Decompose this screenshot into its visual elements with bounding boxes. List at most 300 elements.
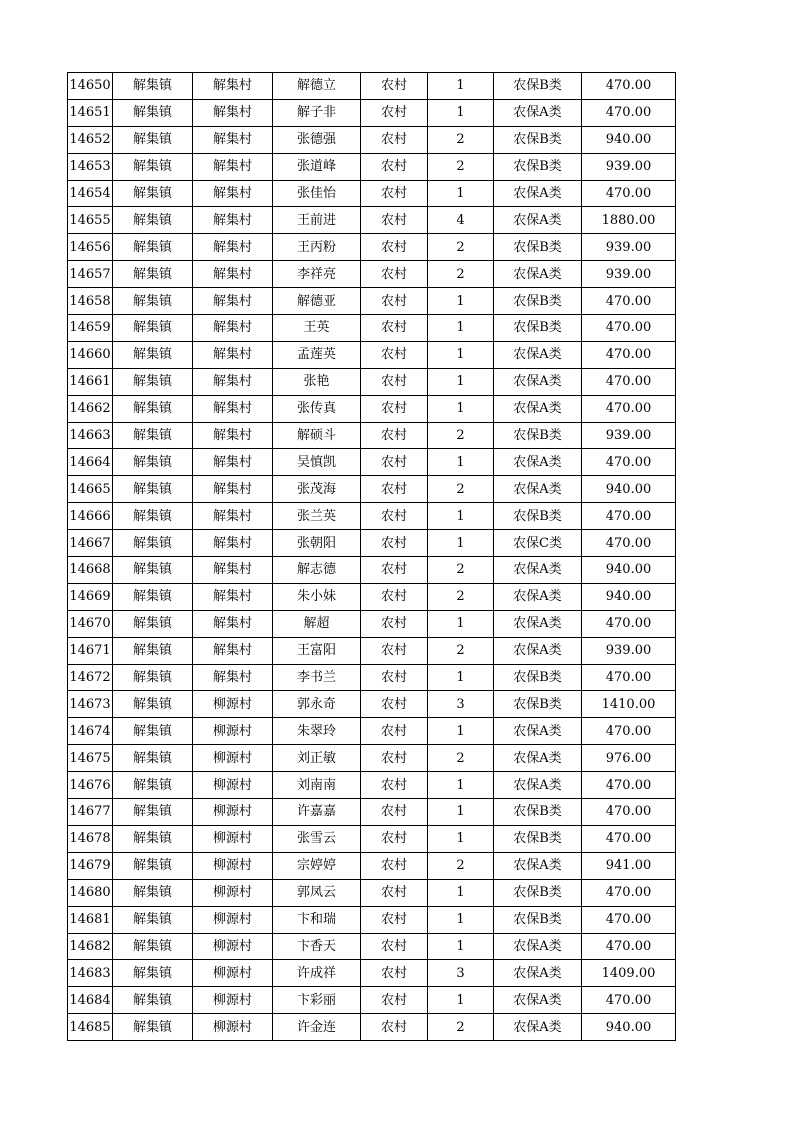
table-row: [68, 745, 676, 772]
row-id-cell: 14677: [68, 799, 113, 826]
town-cell: 解集镇: [113, 691, 193, 718]
village-cell: 解集村: [193, 637, 273, 664]
table-row: [68, 637, 676, 664]
town-cell: 解集镇: [113, 449, 193, 476]
town-cell: 解集镇: [113, 583, 193, 610]
amount-cell: 470.00: [582, 368, 676, 395]
name-cell: 吴慎凯: [273, 449, 361, 476]
category-cell: 农保A类: [494, 637, 582, 664]
row-id-cell: 14685: [68, 1014, 113, 1041]
amount-cell: 470.00: [582, 180, 676, 207]
category-cell: 农保B类: [494, 234, 582, 261]
area-type-cell: 农村: [361, 261, 428, 288]
town-cell: 解集镇: [113, 288, 193, 315]
name-cell: 许嘉嘉: [273, 799, 361, 826]
table-row: [68, 153, 676, 180]
village-cell: 解集村: [193, 610, 273, 637]
row-id-cell: 14680: [68, 879, 113, 906]
row-id-cell: 14676: [68, 772, 113, 799]
row-id-cell: 14684: [68, 987, 113, 1014]
count-cell: 1: [428, 610, 494, 637]
area-type-cell: 农村: [361, 449, 428, 476]
name-cell: 张雪云: [273, 825, 361, 852]
row-id-cell: 14667: [68, 530, 113, 557]
data-table: [67, 72, 676, 1041]
town-cell: 解集镇: [113, 1014, 193, 1041]
name-cell: 解硕斗: [273, 422, 361, 449]
count-cell: 1: [428, 906, 494, 933]
amount-cell: 470.00: [582, 718, 676, 745]
town-cell: 解集镇: [113, 395, 193, 422]
village-cell: 解集村: [193, 503, 273, 530]
amount-cell: 470.00: [582, 449, 676, 476]
area-type-cell: 农村: [361, 207, 428, 234]
village-cell: 解集村: [193, 99, 273, 126]
table-row: [68, 180, 676, 207]
category-cell: 农保B类: [494, 691, 582, 718]
row-id-cell: 14679: [68, 852, 113, 879]
town-cell: 解集镇: [113, 234, 193, 261]
category-cell: 农保A类: [494, 960, 582, 987]
village-cell: 解集村: [193, 261, 273, 288]
count-cell: 1: [428, 718, 494, 745]
amount-cell: 470.00: [582, 610, 676, 637]
area-type-cell: 农村: [361, 530, 428, 557]
area-type-cell: 农村: [361, 73, 428, 100]
town-cell: 解集镇: [113, 825, 193, 852]
name-cell: 王丙粉: [273, 234, 361, 261]
town-cell: 解集镇: [113, 73, 193, 100]
name-cell: 李书兰: [273, 664, 361, 691]
table-row: [68, 530, 676, 557]
amount-cell: 470.00: [582, 503, 676, 530]
table-row: [68, 368, 676, 395]
count-cell: 1: [428, 368, 494, 395]
category-cell: 农保A类: [494, 341, 582, 368]
village-cell: 解集村: [193, 315, 273, 342]
amount-cell: 470.00: [582, 879, 676, 906]
village-cell: 柳源村: [193, 960, 273, 987]
count-cell: 2: [428, 745, 494, 772]
table-row: [68, 99, 676, 126]
area-type-cell: 农村: [361, 745, 428, 772]
town-cell: 解集镇: [113, 637, 193, 664]
town-cell: 解集镇: [113, 852, 193, 879]
name-cell: 张道峰: [273, 153, 361, 180]
village-cell: 柳源村: [193, 987, 273, 1014]
amount-cell: 470.00: [582, 933, 676, 960]
table-row: [68, 73, 676, 100]
count-cell: 1: [428, 73, 494, 100]
count-cell: 1: [428, 879, 494, 906]
count-cell: 1: [428, 449, 494, 476]
table-row: [68, 1014, 676, 1041]
village-cell: 柳源村: [193, 906, 273, 933]
table-row: [68, 987, 676, 1014]
name-cell: 刘南南: [273, 772, 361, 799]
area-type-cell: 农村: [361, 583, 428, 610]
village-cell: 柳源村: [193, 772, 273, 799]
category-cell: 农保C类: [494, 530, 582, 557]
category-cell: 农保A类: [494, 1014, 582, 1041]
count-cell: 3: [428, 960, 494, 987]
count-cell: 1: [428, 395, 494, 422]
name-cell: 王英: [273, 315, 361, 342]
row-id-cell: 14660: [68, 341, 113, 368]
town-cell: 解集镇: [113, 422, 193, 449]
village-cell: 柳源村: [193, 718, 273, 745]
village-cell: 柳源村: [193, 1014, 273, 1041]
amount-cell: 940.00: [582, 1014, 676, 1041]
name-cell: 宗婷婷: [273, 852, 361, 879]
table-row: [68, 126, 676, 153]
row-id-cell: 14655: [68, 207, 113, 234]
town-cell: 解集镇: [113, 180, 193, 207]
town-cell: 解集镇: [113, 906, 193, 933]
category-cell: 农保A类: [494, 557, 582, 584]
table-row: [68, 691, 676, 718]
amount-cell: 940.00: [582, 476, 676, 503]
area-type-cell: 农村: [361, 341, 428, 368]
count-cell: 1: [428, 799, 494, 826]
village-cell: 柳源村: [193, 852, 273, 879]
row-id-cell: 14666: [68, 503, 113, 530]
row-id-cell: 14670: [68, 610, 113, 637]
area-type-cell: 农村: [361, 718, 428, 745]
village-cell: 解集村: [193, 476, 273, 503]
table-row: [68, 261, 676, 288]
town-cell: 解集镇: [113, 261, 193, 288]
amount-cell: 470.00: [582, 987, 676, 1014]
name-cell: 郭凤云: [273, 879, 361, 906]
amount-cell: 940.00: [582, 126, 676, 153]
name-cell: 许成祥: [273, 960, 361, 987]
village-cell: 解集村: [193, 341, 273, 368]
count-cell: 1: [428, 664, 494, 691]
table-row: [68, 315, 676, 342]
name-cell: 张德强: [273, 126, 361, 153]
village-cell: 解集村: [193, 234, 273, 261]
category-cell: 农保A类: [494, 933, 582, 960]
town-cell: 解集镇: [113, 745, 193, 772]
category-cell: 农保A类: [494, 99, 582, 126]
area-type-cell: 农村: [361, 153, 428, 180]
name-cell: 王富阳: [273, 637, 361, 664]
amount-cell: 470.00: [582, 664, 676, 691]
area-type-cell: 农村: [361, 987, 428, 1014]
village-cell: 解集村: [193, 395, 273, 422]
amount-cell: 940.00: [582, 557, 676, 584]
name-cell: 许金连: [273, 1014, 361, 1041]
area-type-cell: 农村: [361, 637, 428, 664]
area-type-cell: 农村: [361, 315, 428, 342]
count-cell: 4: [428, 207, 494, 234]
amount-cell: 939.00: [582, 637, 676, 664]
table-row: [68, 207, 676, 234]
table-body: [68, 73, 676, 1041]
area-type-cell: 农村: [361, 503, 428, 530]
table-row: [68, 422, 676, 449]
amount-cell: 939.00: [582, 261, 676, 288]
name-cell: 卞香天: [273, 933, 361, 960]
amount-cell: 940.00: [582, 583, 676, 610]
table-row: [68, 718, 676, 745]
table-row: [68, 288, 676, 315]
name-cell: 解志德: [273, 557, 361, 584]
count-cell: 2: [428, 1014, 494, 1041]
category-cell: 农保B类: [494, 799, 582, 826]
table-row: [68, 960, 676, 987]
name-cell: 卞和瑞: [273, 906, 361, 933]
count-cell: 1: [428, 341, 494, 368]
area-type-cell: 农村: [361, 960, 428, 987]
row-id-cell: 14654: [68, 180, 113, 207]
category-cell: 农保A类: [494, 261, 582, 288]
village-cell: 柳源村: [193, 691, 273, 718]
amount-cell: 470.00: [582, 73, 676, 100]
category-cell: 农保B类: [494, 153, 582, 180]
name-cell: 解子非: [273, 99, 361, 126]
table-row: [68, 583, 676, 610]
area-type-cell: 农村: [361, 772, 428, 799]
village-cell: 解集村: [193, 207, 273, 234]
category-cell: 农保B类: [494, 315, 582, 342]
table-row: [68, 476, 676, 503]
town-cell: 解集镇: [113, 557, 193, 584]
row-id-cell: 14671: [68, 637, 113, 664]
area-type-cell: 农村: [361, 799, 428, 826]
amount-cell: 939.00: [582, 422, 676, 449]
category-cell: 农保B类: [494, 126, 582, 153]
town-cell: 解集镇: [113, 987, 193, 1014]
category-cell: 农保B类: [494, 825, 582, 852]
town-cell: 解集镇: [113, 153, 193, 180]
count-cell: 2: [428, 637, 494, 664]
name-cell: 朱小妹: [273, 583, 361, 610]
name-cell: 朱翠玲: [273, 718, 361, 745]
amount-cell: 1409.00: [582, 960, 676, 987]
table-row: [68, 449, 676, 476]
category-cell: 农保A类: [494, 476, 582, 503]
category-cell: 农保B类: [494, 664, 582, 691]
row-id-cell: 14674: [68, 718, 113, 745]
name-cell: 张兰英: [273, 503, 361, 530]
count-cell: 2: [428, 261, 494, 288]
village-cell: 解集村: [193, 368, 273, 395]
count-cell: 2: [428, 476, 494, 503]
village-cell: 解集村: [193, 557, 273, 584]
amount-cell: 939.00: [582, 153, 676, 180]
amount-cell: 470.00: [582, 530, 676, 557]
category-cell: 农保A类: [494, 745, 582, 772]
count-cell: 2: [428, 422, 494, 449]
count-cell: 1: [428, 933, 494, 960]
name-cell: 张佳怡: [273, 180, 361, 207]
row-id-cell: 14682: [68, 933, 113, 960]
row-id-cell: 14651: [68, 99, 113, 126]
count-cell: 2: [428, 153, 494, 180]
count-cell: 2: [428, 583, 494, 610]
town-cell: 解集镇: [113, 315, 193, 342]
row-id-cell: 14669: [68, 583, 113, 610]
village-cell: 柳源村: [193, 933, 273, 960]
name-cell: 张传真: [273, 395, 361, 422]
category-cell: 农保A类: [494, 583, 582, 610]
table-row: [68, 557, 676, 584]
village-cell: 解集村: [193, 126, 273, 153]
count-cell: 2: [428, 234, 494, 261]
table-row: [68, 852, 676, 879]
category-cell: 农保A类: [494, 395, 582, 422]
village-cell: 解集村: [193, 153, 273, 180]
amount-cell: 470.00: [582, 799, 676, 826]
village-cell: 柳源村: [193, 799, 273, 826]
area-type-cell: 农村: [361, 395, 428, 422]
town-cell: 解集镇: [113, 99, 193, 126]
area-type-cell: 农村: [361, 368, 428, 395]
category-cell: 农保A类: [494, 772, 582, 799]
category-cell: 农保A类: [494, 987, 582, 1014]
area-type-cell: 农村: [361, 126, 428, 153]
area-type-cell: 农村: [361, 422, 428, 449]
table-row: [68, 395, 676, 422]
count-cell: 1: [428, 315, 494, 342]
category-cell: 农保B类: [494, 503, 582, 530]
amount-cell: 470.00: [582, 288, 676, 315]
town-cell: 解集镇: [113, 368, 193, 395]
amount-cell: 1880.00: [582, 207, 676, 234]
area-type-cell: 农村: [361, 852, 428, 879]
town-cell: 解集镇: [113, 879, 193, 906]
category-cell: 农保B类: [494, 906, 582, 933]
amount-cell: 470.00: [582, 825, 676, 852]
amount-cell: 470.00: [582, 772, 676, 799]
category-cell: 农保B类: [494, 422, 582, 449]
town-cell: 解集镇: [113, 476, 193, 503]
table-row: [68, 234, 676, 261]
table-row: [68, 341, 676, 368]
area-type-cell: 农村: [361, 476, 428, 503]
row-id-cell: 14653: [68, 153, 113, 180]
name-cell: 刘正敏: [273, 745, 361, 772]
area-type-cell: 农村: [361, 557, 428, 584]
area-type-cell: 农村: [361, 664, 428, 691]
name-cell: 张艳: [273, 368, 361, 395]
area-type-cell: 农村: [361, 234, 428, 261]
area-type-cell: 农村: [361, 180, 428, 207]
village-cell: 解集村: [193, 288, 273, 315]
name-cell: 卞彩丽: [273, 987, 361, 1014]
area-type-cell: 农村: [361, 610, 428, 637]
town-cell: 解集镇: [113, 610, 193, 637]
area-type-cell: 农村: [361, 1014, 428, 1041]
town-cell: 解集镇: [113, 207, 193, 234]
count-cell: 1: [428, 288, 494, 315]
table-row: [68, 503, 676, 530]
row-id-cell: 14658: [68, 288, 113, 315]
area-type-cell: 农村: [361, 879, 428, 906]
category-cell: 农保A类: [494, 852, 582, 879]
category-cell: 农保B类: [494, 288, 582, 315]
row-id-cell: 14668: [68, 557, 113, 584]
village-cell: 解集村: [193, 180, 273, 207]
area-type-cell: 农村: [361, 933, 428, 960]
name-cell: 解德立: [273, 73, 361, 100]
count-cell: 1: [428, 530, 494, 557]
count-cell: 2: [428, 852, 494, 879]
count-cell: 1: [428, 772, 494, 799]
row-id-cell: 14652: [68, 126, 113, 153]
name-cell: 张朝阳: [273, 530, 361, 557]
village-cell: 柳源村: [193, 879, 273, 906]
row-id-cell: 14678: [68, 825, 113, 852]
amount-cell: 976.00: [582, 745, 676, 772]
town-cell: 解集镇: [113, 341, 193, 368]
table-row: [68, 664, 676, 691]
town-cell: 解集镇: [113, 126, 193, 153]
name-cell: 王前进: [273, 207, 361, 234]
name-cell: 解超: [273, 610, 361, 637]
amount-cell: 470.00: [582, 906, 676, 933]
count-cell: 2: [428, 126, 494, 153]
amount-cell: 470.00: [582, 315, 676, 342]
row-id-cell: 14675: [68, 745, 113, 772]
name-cell: 张茂海: [273, 476, 361, 503]
area-type-cell: 农村: [361, 825, 428, 852]
village-cell: 解集村: [193, 530, 273, 557]
town-cell: 解集镇: [113, 664, 193, 691]
area-type-cell: 农村: [361, 99, 428, 126]
count-cell: 1: [428, 825, 494, 852]
amount-cell: 939.00: [582, 234, 676, 261]
village-cell: 柳源村: [193, 745, 273, 772]
table-row: [68, 772, 676, 799]
town-cell: 解集镇: [113, 772, 193, 799]
count-cell: 1: [428, 503, 494, 530]
town-cell: 解集镇: [113, 530, 193, 557]
table-row: [68, 879, 676, 906]
table-row: [68, 799, 676, 826]
row-id-cell: 14663: [68, 422, 113, 449]
name-cell: 孟莲英: [273, 341, 361, 368]
amount-cell: 470.00: [582, 99, 676, 126]
row-id-cell: 14661: [68, 368, 113, 395]
row-id-cell: 14673: [68, 691, 113, 718]
row-id-cell: 14665: [68, 476, 113, 503]
category-cell: 农保B类: [494, 879, 582, 906]
table-row: [68, 906, 676, 933]
area-type-cell: 农村: [361, 906, 428, 933]
amount-cell: 941.00: [582, 852, 676, 879]
name-cell: 郭永奇: [273, 691, 361, 718]
amount-cell: 1410.00: [582, 691, 676, 718]
area-type-cell: 农村: [361, 288, 428, 315]
village-cell: 柳源村: [193, 825, 273, 852]
row-id-cell: 14681: [68, 906, 113, 933]
town-cell: 解集镇: [113, 960, 193, 987]
table-row: [68, 610, 676, 637]
category-cell: 农保A类: [494, 368, 582, 395]
village-cell: 解集村: [193, 583, 273, 610]
row-id-cell: 14672: [68, 664, 113, 691]
village-cell: 解集村: [193, 664, 273, 691]
name-cell: 解德亚: [273, 288, 361, 315]
village-cell: 解集村: [193, 449, 273, 476]
row-id-cell: 14662: [68, 395, 113, 422]
row-id-cell: 14683: [68, 960, 113, 987]
name-cell: 李祥亮: [273, 261, 361, 288]
count-cell: 3: [428, 691, 494, 718]
